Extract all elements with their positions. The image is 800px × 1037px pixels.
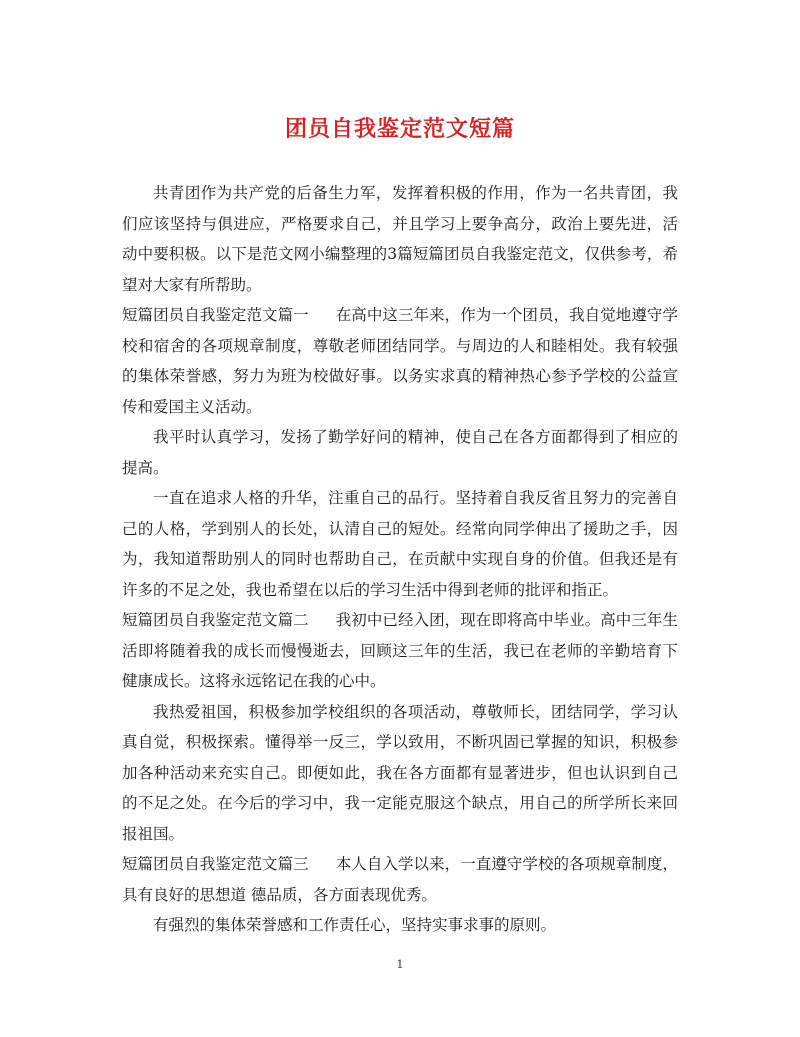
section-two-paragraph-1: 我热爱祖国，积极参加学校组织的各项活动，尊敬师长，团结同学，学习认真自觉，积极探索。懂得举一反三，学以致用，不断巩固已掌握的知识，积极参加各种活动来充实自己。即便如此，我在各方面都有显著进步，但也认识到自己的不足之处。在今后的学习中，我一定能克服这个缺点，用自己的所学所长来回报祖国。 <box>122 702 678 843</box>
section-one-lead-paragraph <box>122 300 678 422</box>
section-three-lead-text: 本人自入学以来，一直遵守学校的各项规章制度，具有良好的思想道 德品质，各方面表现优秀。 <box>122 855 678 904</box>
section-one-heading: 短篇团员自我鉴定范文篇一 <box>122 306 309 324</box>
page-title: 团员自我鉴定范文短篇 <box>284 116 515 142</box>
section-one-lead-text: 在高中这三年来，作为一个团员，我自觉地遵守学校和宿舍的各项规章制度，尊敬老师团结同学。与周边的人和睦相处。我有较强的集体荣誉感，努力为班为校做好事。以务实求真的精神热心参予学校的公益宣传和爱国主义活动。 <box>122 306 678 416</box>
section-one-paragraph-1: 我平时认真学习，发扬了勤学好问的精神，使自己在各方面都得到了相应的提高。 <box>122 428 678 477</box>
section-one-paragraph-2: 一直在追求人格的升华，注重自己的品行。坚持着自我反省且努力的完善自己的人格，学到别人的长处，认清自己的短处。经常向同学伸出了援助之手，因为，我知道帮助别人的同时也帮助自己，在贡献中实现自身的价值。但我还是有许多的不足之处，我也希望在以后的学习生活中得到老师的批评和指正。 <box>122 489 678 599</box>
section-two-heading: 短篇团员自我鉴定范文篇二 <box>122 611 309 629</box>
section-two-lead-text: 我初中已经入团，现在即将高中毕业。高中三年生活即将随着我的成长而慢慢逝去，回顾这三年的生活，我已在老师的辛勤培育下健康成长。这将永远铭记在我的心中。 <box>122 611 678 690</box>
section-three-heading: 短篇团员自我鉴定范文篇三 <box>122 855 309 873</box>
section-three-lead-paragraph <box>122 849 678 910</box>
section-two-lead-paragraph <box>122 605 678 697</box>
section-three-paragraph-1: 有强烈的集体荣誉感和工作责任心，坚持实事求事的原则。 <box>153 916 557 934</box>
page-number: 1 <box>396 958 404 971</box>
document-body <box>122 178 678 941</box>
intro-paragraph: 共青团作为共产党的后备生力军，发挥着积极的作用，作为一名共青团，我们应该坚持与俱进应，严格要求自己，并且学习上要争高分，政治上要先进，活动中要积极。以下是范文网小编整理的3篇短篇团员自我鉴定范文，仅供参考，希望对大家有所帮助。 <box>122 184 678 294</box>
